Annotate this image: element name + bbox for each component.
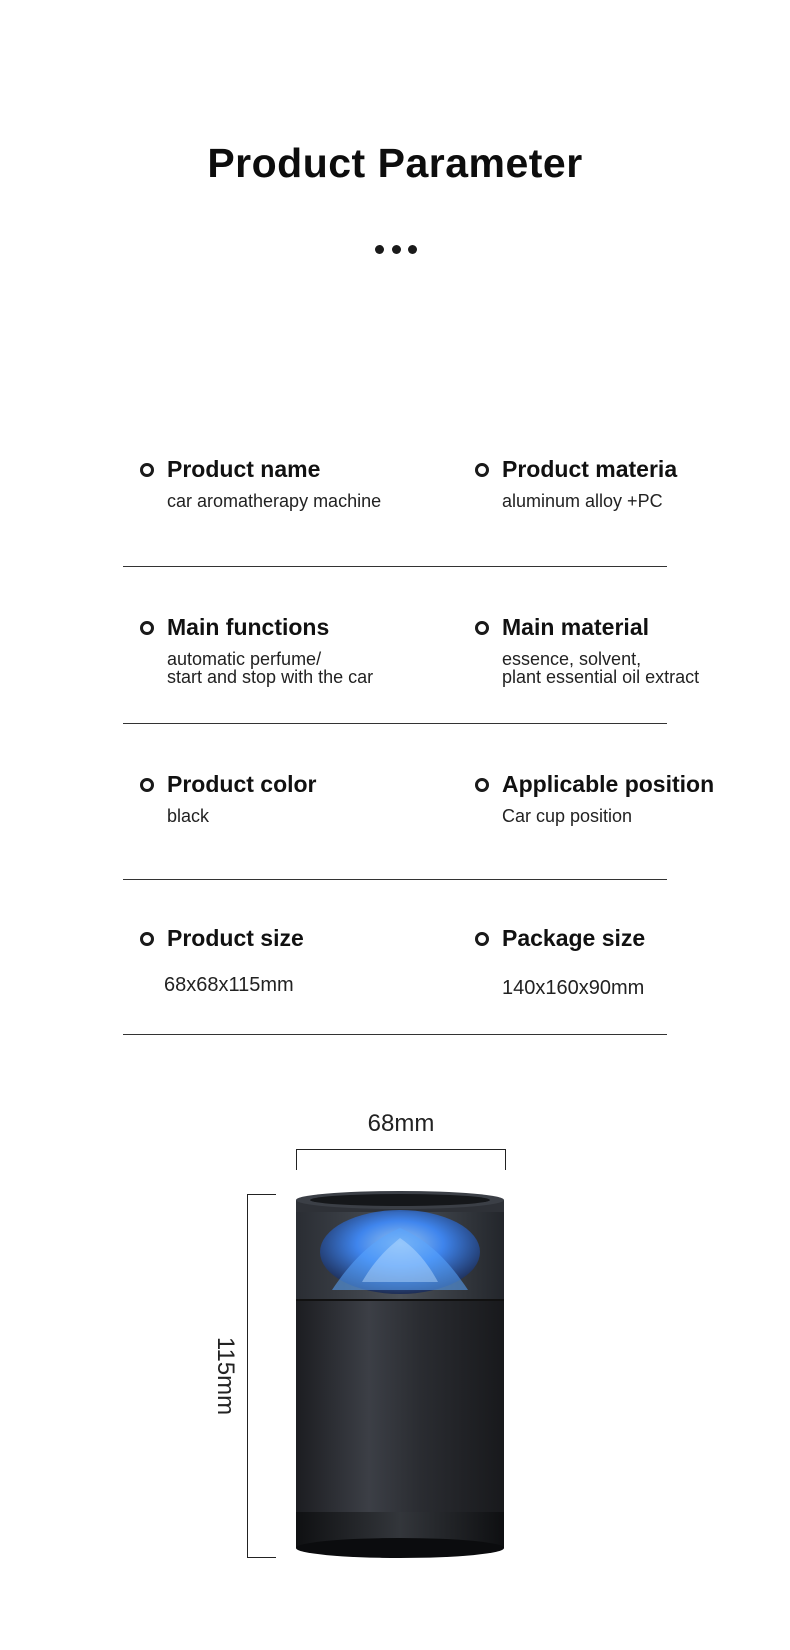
param-value: car aromatherapy machine [167, 491, 382, 511]
circle-bullet-icon [475, 932, 489, 946]
param-value: essence, solvent, plant essential oil extract [502, 649, 700, 687]
param-label: Product name [167, 456, 321, 482]
param-label: Package size [502, 925, 646, 951]
param-label: Main functions [167, 614, 330, 640]
divider [123, 566, 667, 567]
circle-bullet-icon [475, 778, 489, 792]
circle-bullet-icon [140, 463, 154, 477]
page-title: Product Parameter [207, 140, 583, 186]
param-value: black [167, 806, 210, 826]
width-dimension-label: 68mm [367, 1110, 435, 1137]
param-value: Car cup position [502, 806, 633, 826]
width-dimension-bracket [296, 1149, 506, 1170]
height-dimension-bracket [247, 1194, 276, 1558]
divider [123, 879, 667, 880]
circle-bullet-icon [475, 463, 489, 477]
param-label: Main material [502, 614, 649, 640]
circle-bullet-icon [140, 932, 154, 946]
param-value: 140x160x90mm [502, 977, 645, 999]
ellipsis-decoration [375, 245, 417, 255]
param-label: Product size [167, 925, 304, 951]
product-image [292, 1190, 508, 1562]
param-label: Product color [167, 771, 317, 797]
dot [408, 245, 417, 254]
circle-bullet-icon [140, 778, 154, 792]
dot [392, 245, 401, 254]
param-value: 68x68x115mm [164, 974, 294, 996]
circle-bullet-icon [140, 621, 154, 635]
param-label: Applicable position [502, 771, 715, 797]
divider [123, 1034, 667, 1035]
param-label: Product materia [502, 456, 678, 482]
dot [375, 245, 384, 254]
divider [123, 723, 667, 724]
param-value: aluminum alloy +PC [502, 491, 663, 511]
param-value: automatic perfume/ start and stop with the car [167, 649, 374, 687]
height-dimension-label: 115mm [212, 1336, 239, 1416]
circle-bullet-icon [475, 621, 489, 635]
